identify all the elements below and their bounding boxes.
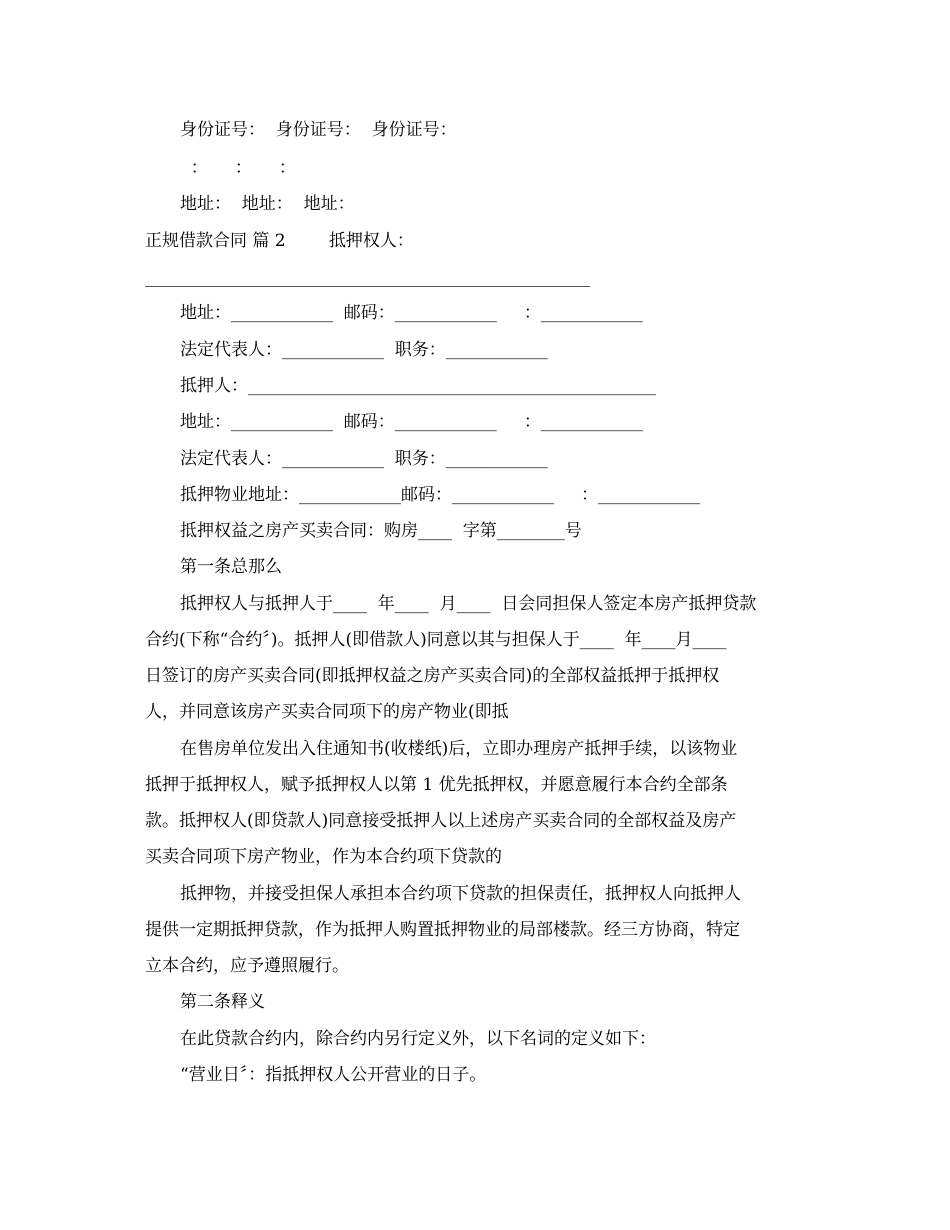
sale-contract-line: 抵押权益之房产买卖合同：购房____ 字第________号: [180, 521, 582, 541]
article-1-heading: 第一条总那么: [180, 557, 282, 577]
paragraph-line: 在售房单位发出入住通知书(收楼纸)后，立即办理房产抵押手续，以该物业: [180, 739, 738, 759]
id-number-labels: 身份证号： 身份证号： 身份证号：: [180, 120, 457, 140]
definition-line: “营业日〞：指抵押权人公开营业的日子。: [180, 1065, 487, 1085]
mortgagee-legal-rep-line: 法定代表人：____________ 职务：____________: [180, 340, 548, 360]
mortgagor-legal-rep-line: 法定代表人：____________ 职务：____________: [180, 449, 548, 469]
mortgagee-address-line: 地址：____________ 邮码：____________ ：____________: [180, 303, 643, 323]
contract-heading-mortgagee: 正规借款合同 篇 2 抵押权人：: [145, 231, 414, 251]
paragraph-line: 合约(下称“合约〞)。抵押人(即借款人)同意以其与担保人于____ 年____月____: [145, 630, 727, 650]
paragraph-line: 提供一定期抵押贷款，作为抵押人购置抵押物业的局部楼款。经三方协商，特定: [145, 920, 740, 940]
paragraph-line: 立本合约，应予遵照履行。: [145, 956, 349, 976]
paragraph-line: 人，并同意该房产买卖合同项下的房产物业(即抵: [145, 702, 509, 722]
paragraph-line: 抵押权人与抵押人于____ 年____ 月____ 日会同担保人签定本房产抵押贷款: [180, 594, 757, 614]
paragraph-line: 抵押于抵押权人，赋予抵押权人以第 1 优先抵押权，并愿意履行本合约全部条: [145, 775, 728, 795]
property-address-line: 抵押物业地址：____________邮码：____________ ：____________: [180, 485, 701, 505]
paragraph-line: 在此贷款合约内，除合约内另行定义外，以下名词的定义如下：: [180, 1029, 656, 1049]
paragraph-line: 日签订的房产买卖合同(即抵押权益之房产买卖合同)的全部权益抵押于抵押权: [145, 666, 720, 686]
paragraph-line: 买卖合同项下房产物业，作为本合约项下贷款的: [145, 847, 502, 867]
paragraph-line: 款。抵押权人(即贷款人)同意接受抵押人以上述房产买卖合同的全部权益及房产: [145, 811, 737, 831]
mortgagor-line: 抵押人：________________________________________________: [180, 376, 656, 396]
mortgagor-address-line: 地址：____________ 邮码：____________ ：____________: [180, 412, 643, 432]
colon-labels: ： ： ：: [180, 158, 296, 178]
paragraph-line: 抵押物，并接受担保人承担本合约项下贷款的担保责任，抵押权人向抵押人: [180, 884, 741, 904]
separator-line: [145, 286, 590, 287]
article-2-heading: 第二条释义: [180, 992, 265, 1012]
address-labels: 地址： 地址： 地址：: [180, 194, 355, 214]
